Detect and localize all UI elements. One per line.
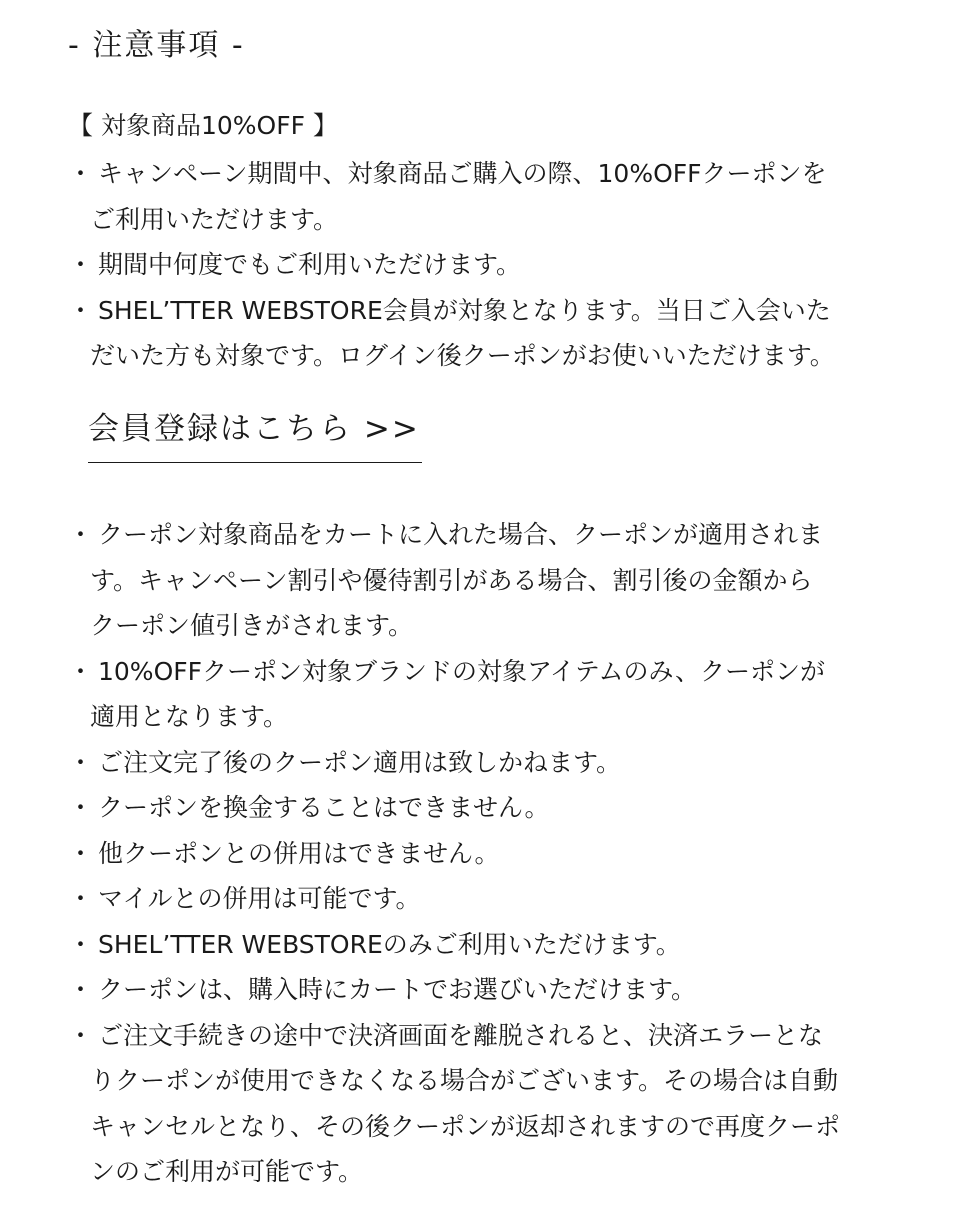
bullet-icon: ・ [68,975,94,1004]
note-line: 適用となります。 [90,702,289,731]
note-line: 他クーポンとの併用はできません。 [98,838,500,868]
bullet-icon: ・ [68,884,94,913]
note-item [68,151,928,242]
note-line: SHEL’TTER WEBSTORE会員が対象となります。当日ご入会いた [98,295,831,325]
bullet-icon: ・ [68,159,94,188]
note-item [68,967,928,1013]
note-line: クーポン値引きがされます。 [90,611,414,640]
bullet-icon: ・ [68,1020,94,1050]
note-item [68,288,928,379]
notes-list-bottom [68,512,928,1195]
bullet-icon: ・ [68,520,94,549]
note-line: だいた方も対象です。ログイン後クーポンがお使いいただけます。 [90,341,835,370]
note-item [68,922,928,968]
note-line: 期間中何度でもご利用いただけます。 [98,250,522,279]
note-line: ンのご利用が可能です。 [90,1157,364,1186]
coupon-heading: 【 対象商品10%OFF 】 [68,111,338,140]
bullet-icon: ・ [68,747,94,777]
note-line: ご利用いただけます。 [90,204,339,234]
note-line: キャンペーン期間中、対象商品ご購入の際、10%OFFクーポンを [98,159,827,188]
note-item [68,242,928,288]
note-line: SHEL’TTER WEBSTOREのみご利用いただけます。 [98,929,681,959]
note-item [68,649,928,740]
note-item [68,740,928,786]
note-line: マイルとの併用は可能です。 [98,884,421,913]
bullet-icon: ・ [68,838,94,868]
bullet-icon: ・ [68,295,94,325]
bullet-icon: ・ [68,929,94,959]
notes-list-top [68,151,928,379]
note-line: 10%OFFクーポン対象ブランドの対象アイテムのみ、クーポンが [98,656,826,686]
member-registration-link[interactable]: 会員登録はこちら >> [88,404,422,463]
note-item [68,512,928,649]
note-item [68,831,928,877]
bullet-icon: ・ [68,250,94,279]
note-item [68,785,928,831]
note-item [68,876,928,922]
bullet-icon: ・ [68,793,94,822]
note-line: クーポン対象商品をカートに入れた場合、クーポンが適用されま [98,520,824,549]
note-item [68,1013,928,1195]
note-line: クーポンを換金することはできません。 [98,793,550,822]
note-line: キャンセルとなり、その後クーポンが返却されますので再度クーポ [90,1111,841,1141]
section-title: - 注意事項 - [68,28,245,63]
note-line: ご注文手続きの途中で決済画面を離脱されると、決済エラーとな [98,1020,824,1050]
note-line: りクーポンが使用できなくなる場合がございます。その場合は自動 [90,1066,839,1095]
note-line: クーポンは、購入時にカートでお選びいただけます。 [98,975,697,1004]
note-line: ご注文完了後のクーポン適用は致しかねます。 [98,747,622,777]
bullet-icon: ・ [68,656,94,686]
note-line: す。キャンペーン割引や優待割引がある場合、割引後の金額から [90,565,813,595]
